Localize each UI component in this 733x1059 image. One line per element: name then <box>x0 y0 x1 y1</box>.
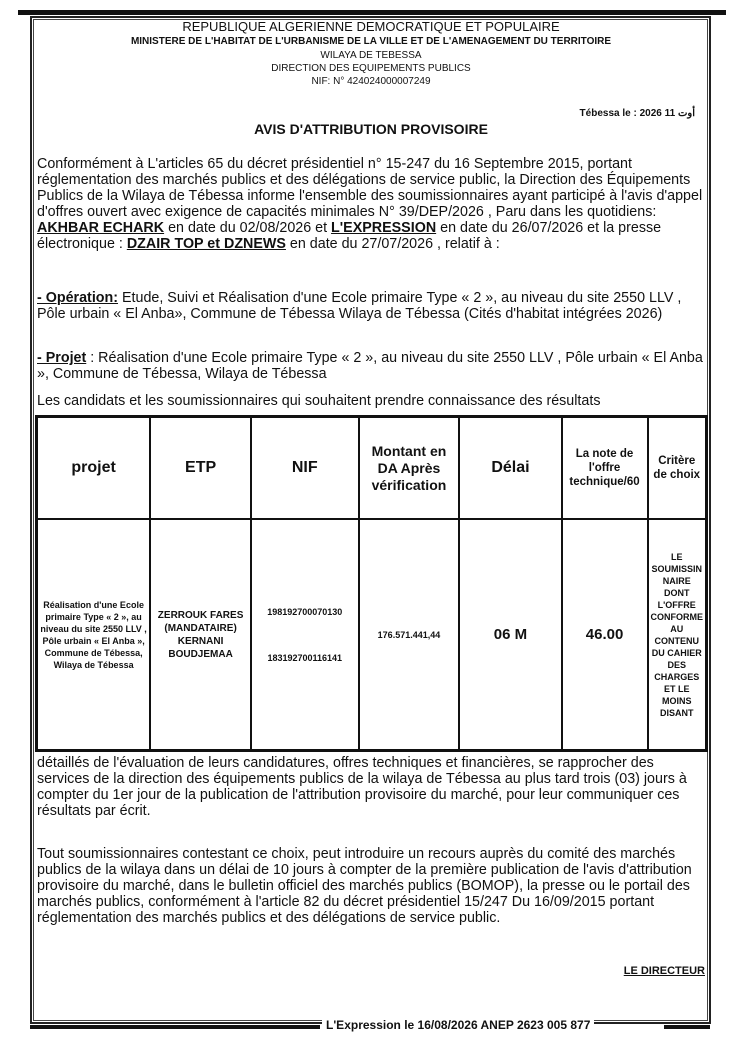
header-republic: REPUBLIQUE ALGERIENNE DEMOCRATIQUE ET POPULAIRE <box>182 19 560 34</box>
cell-nif <box>251 519 359 751</box>
operation-paragraph <box>37 290 705 322</box>
col-header-critere: Critère de choix <box>648 417 707 520</box>
col-header-delai: Délai <box>459 417 561 520</box>
operation-label: - Opération: <box>37 290 119 306</box>
intro-text-2: en date du 02/08/2026 et <box>164 220 332 236</box>
recours-paragraph: Tout soumissionnaires contestant ce choix, peut introduire un recours auprès du comité des marchés publics de la wilaya dans un délai de 10 jours à compter de la première publication de l'avis d'attribution provisoire du marché, dans le bulletin officiel des marchés publics (BOMOP), la presse ou le portail des marchés publics, conformément à l'article 82 du décret présidentiel 15/247 Du 16/09/2015 portant réglementation des marchés publics et des délégations de service public. <box>37 846 692 926</box>
candidates-line: Les candidats et les soumissionnaires qui souhaitent prendre connaissance des résultats <box>37 393 601 409</box>
notice-date: Tébessa le : 2026 أوت 11 <box>579 108 695 119</box>
cell-etp: ZERROUK FARES (MANDATAIRE) KERNANI BOUDJEMAA <box>150 519 251 751</box>
table-row <box>37 519 707 751</box>
cell-projet: Réalisation d'une Ecole primaire Type « 2 », au niveau du site 2550 LLV , Pôle urbain « El Anba », Commune de Tébessa, Wilaya de Tébessa <box>37 519 151 751</box>
intro-paragraph <box>37 156 705 252</box>
cell-critere: LE SOUMISSIN NAIRE DONT L'OFFRE CONFORME AU CONTENU DU CAHIER DES CHARGES ET LE MOINS DISANT <box>648 519 707 751</box>
projet-paragraph <box>37 350 705 382</box>
table-header-row <box>37 417 707 520</box>
newspaper-akhbar-echark: AKHBAR ECHARK <box>37 220 165 236</box>
projet-label: - Projet <box>37 350 87 366</box>
projet-text: : Réalisation d'une Ecole primaire Type « 2 », au niveau du site 2550 LLV , Pôle urbain « El Anba », Commune de Tébessa, Wilaya de Tébessa <box>37 350 703 382</box>
col-header-projet: projet <box>37 417 151 520</box>
footer-rule-left <box>30 1025 320 1029</box>
signer-title: LE DIRECTEUR <box>623 965 705 977</box>
col-header-montant: Montant en DA Après vérification <box>359 417 460 520</box>
header-nif: NIF: N° 424024000007249 <box>311 76 431 87</box>
details-paragraph: détaillés de l'évaluation de leurs candidatures, offres techniques et financières, se rapprocher des services de la direction des équipements publics de la wilaya de Tébessa au plus tard trois (03) jours à compter du 1er jour de la publication de l'attribution provisoire du marché, pour leur communiquer ces résultats par écrit. <box>37 755 687 819</box>
col-header-note: La note de l'offre technique/60 <box>562 417 648 520</box>
intro-text-3: en date du 26/07/2026 et la presse électronique : <box>37 220 662 252</box>
publication-footer: L'Expression le 16/08/2026 ANEP 2623 005 877 <box>322 1018 594 1032</box>
results-table <box>35 415 708 752</box>
notice-title: AVIS D'ATTRIBUTION PROVISOIRE <box>254 121 488 137</box>
nif-2: 183192700116141 <box>267 652 343 663</box>
col-header-etp: ETP <box>150 417 251 520</box>
intro-text-1: Conformément à L'articles 65 du décret présidentiel n° 15-247 du 16 Septembre 2015, portant réglementation des marchés publics et des délégations de service public, la Direction des Équipements Publics de la Wilaya de Tébessa informe l'ensemble des soumissionnaires ayant participé à l'avis d'appel d'offres ouvert avec exigence de capacités minimales N° 39/DEP/2026 , Paru dans les quotidiens: <box>37 156 703 220</box>
online-press: DZAIR TOP et DZNEWS <box>126 236 286 252</box>
operation-text: Etude, Suivi et Réalisation d'une Ecole primaire Type « 2 », au niveau du site 2550 LLV , Pôle urbain « El Anba», Commune de Tébessa Wilaya de Tébessa (Cités d'habitat intégrées 2026) <box>37 290 682 322</box>
newspaper-lexpression: L'EXPRESSION <box>331 220 437 236</box>
top-rule <box>18 10 726 15</box>
col-header-nif: NIF <box>251 417 359 520</box>
header-wilaya: WILAYA DE TEBESSA <box>320 50 422 61</box>
nif-1: 198192700070130 <box>267 606 343 617</box>
intro-text-4: en date du 27/07/2026 , relatif à : <box>285 236 500 252</box>
header-ministry: MINISTERE DE L'HABITAT DE L'URBANISME DE LA VILLE ET DE L'AMENAGEMENT DU TERRITOIRE <box>130 36 612 47</box>
cell-note: 46.00 <box>562 519 648 751</box>
cell-delai: 06 M <box>459 519 561 751</box>
header-direction: DIRECTION DES EQUIPEMENTS PUBLICS <box>271 63 471 74</box>
footer-rule-right <box>664 1025 710 1029</box>
cell-montant: 176.571.441,44 <box>359 519 460 751</box>
